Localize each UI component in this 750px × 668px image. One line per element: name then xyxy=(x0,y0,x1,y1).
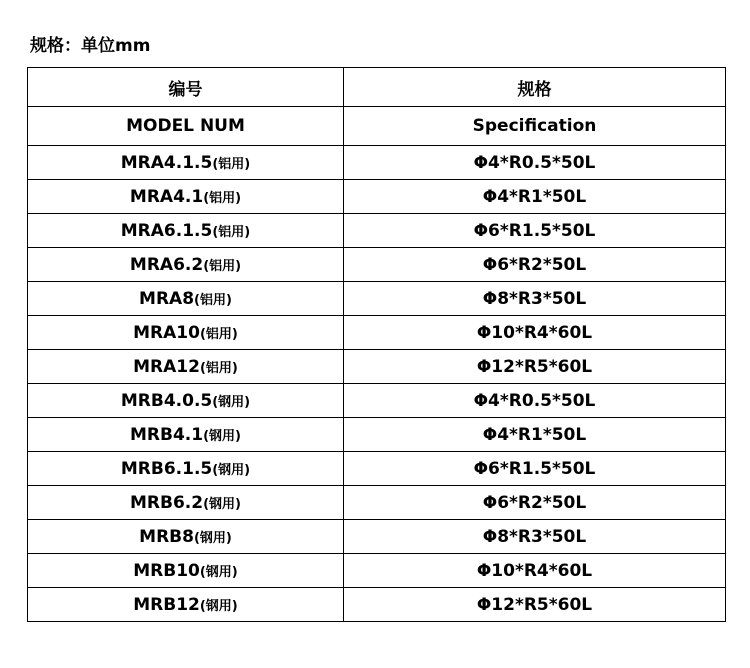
model-code: MRB12 xyxy=(133,594,200,615)
table-row xyxy=(28,350,726,384)
table-row xyxy=(28,418,726,452)
model-code: MRA8 xyxy=(139,288,195,309)
spec-table-body xyxy=(28,68,726,622)
material-label: (铝用) xyxy=(212,224,251,240)
model-code: MRB6.2 xyxy=(130,492,204,513)
table-row xyxy=(28,588,726,622)
material-label: (铝用) xyxy=(203,190,242,206)
table-row xyxy=(28,146,726,180)
table-row xyxy=(28,282,726,316)
spec-cell: Φ6*R2*50L xyxy=(344,248,726,282)
model-code: MRA10 xyxy=(133,322,200,343)
material-label: (钢用) xyxy=(199,598,238,614)
material-label: (钢用) xyxy=(193,530,232,546)
material-label: (铝用) xyxy=(194,292,232,308)
spec-cell: Φ12*R5*60L xyxy=(344,350,726,384)
material-label: (铝用) xyxy=(199,360,238,376)
spec-table xyxy=(27,67,726,622)
spec-cell: Φ10*R4*60L xyxy=(344,316,726,350)
table-row xyxy=(28,316,726,350)
table-row xyxy=(28,554,726,588)
model-cell xyxy=(28,180,344,214)
header-model-en: MODEL NUM xyxy=(28,107,344,146)
model-cell xyxy=(28,214,344,248)
model-cell xyxy=(28,588,344,622)
spec-cell: Φ4*R0.5*50L xyxy=(344,146,726,180)
model-code: MRB4.0.5 xyxy=(120,390,213,411)
model-cell xyxy=(28,486,344,520)
material-label: (钢用) xyxy=(203,496,241,512)
model-cell xyxy=(28,248,344,282)
material-label: (铝用) xyxy=(199,326,238,342)
spec-caption: 规格：单位mm xyxy=(30,36,151,56)
spec-cell: Φ6*R1.5*50L xyxy=(344,452,726,486)
model-code: MRB6.1.5 xyxy=(120,458,213,479)
material-label: (铝用) xyxy=(212,156,251,172)
model-cell xyxy=(28,384,344,418)
spec-cell: Φ12*R5*60L xyxy=(344,588,726,622)
header-model-cn: 编号 xyxy=(28,68,344,107)
spec-cell: Φ6*R1.5*50L xyxy=(344,214,726,248)
material-label: (钢用) xyxy=(212,394,251,410)
model-code: MRB10 xyxy=(133,560,200,581)
material-label: (钢用) xyxy=(203,428,241,444)
table-row xyxy=(28,384,726,418)
model-code: MRA6.2 xyxy=(129,254,204,275)
header-row-en xyxy=(28,107,726,146)
material-label: (铝用) xyxy=(203,258,242,274)
model-cell xyxy=(28,452,344,486)
model-cell xyxy=(28,146,344,180)
spec-cell: Φ4*R0.5*50L xyxy=(344,384,726,418)
spec-cell: Φ4*R1*50L xyxy=(344,180,726,214)
model-code: MRA12 xyxy=(133,356,200,377)
model-cell xyxy=(28,554,344,588)
model-cell xyxy=(28,282,344,316)
table-row xyxy=(28,486,726,520)
header-spec-cn: 规格 xyxy=(344,68,726,107)
spec-cell: Φ8*R3*50L xyxy=(344,282,726,316)
model-code: MRB4.1 xyxy=(130,424,204,445)
table-row xyxy=(28,214,726,248)
material-label: (钢用) xyxy=(212,462,251,478)
spec-cell: Φ4*R1*50L xyxy=(344,418,726,452)
model-cell xyxy=(28,418,344,452)
model-code: MRB8 xyxy=(139,526,194,547)
material-label: (钢用) xyxy=(199,564,238,580)
table-row xyxy=(28,520,726,554)
table-row xyxy=(28,248,726,282)
model-cell xyxy=(28,520,344,554)
header-spec-en: Specification xyxy=(344,107,726,146)
header-row-cn xyxy=(28,68,726,107)
table-row xyxy=(28,452,726,486)
model-code: MRA6.1.5 xyxy=(120,220,213,241)
table-row xyxy=(28,180,726,214)
spec-cell: Φ8*R3*50L xyxy=(344,520,726,554)
model-cell xyxy=(28,350,344,384)
spec-cell: Φ10*R4*60L xyxy=(344,554,726,588)
model-code: MRA4.1 xyxy=(129,186,204,207)
model-cell xyxy=(28,316,344,350)
spec-cell: Φ6*R2*50L xyxy=(344,486,726,520)
model-code: MRA4.1.5 xyxy=(120,152,213,173)
